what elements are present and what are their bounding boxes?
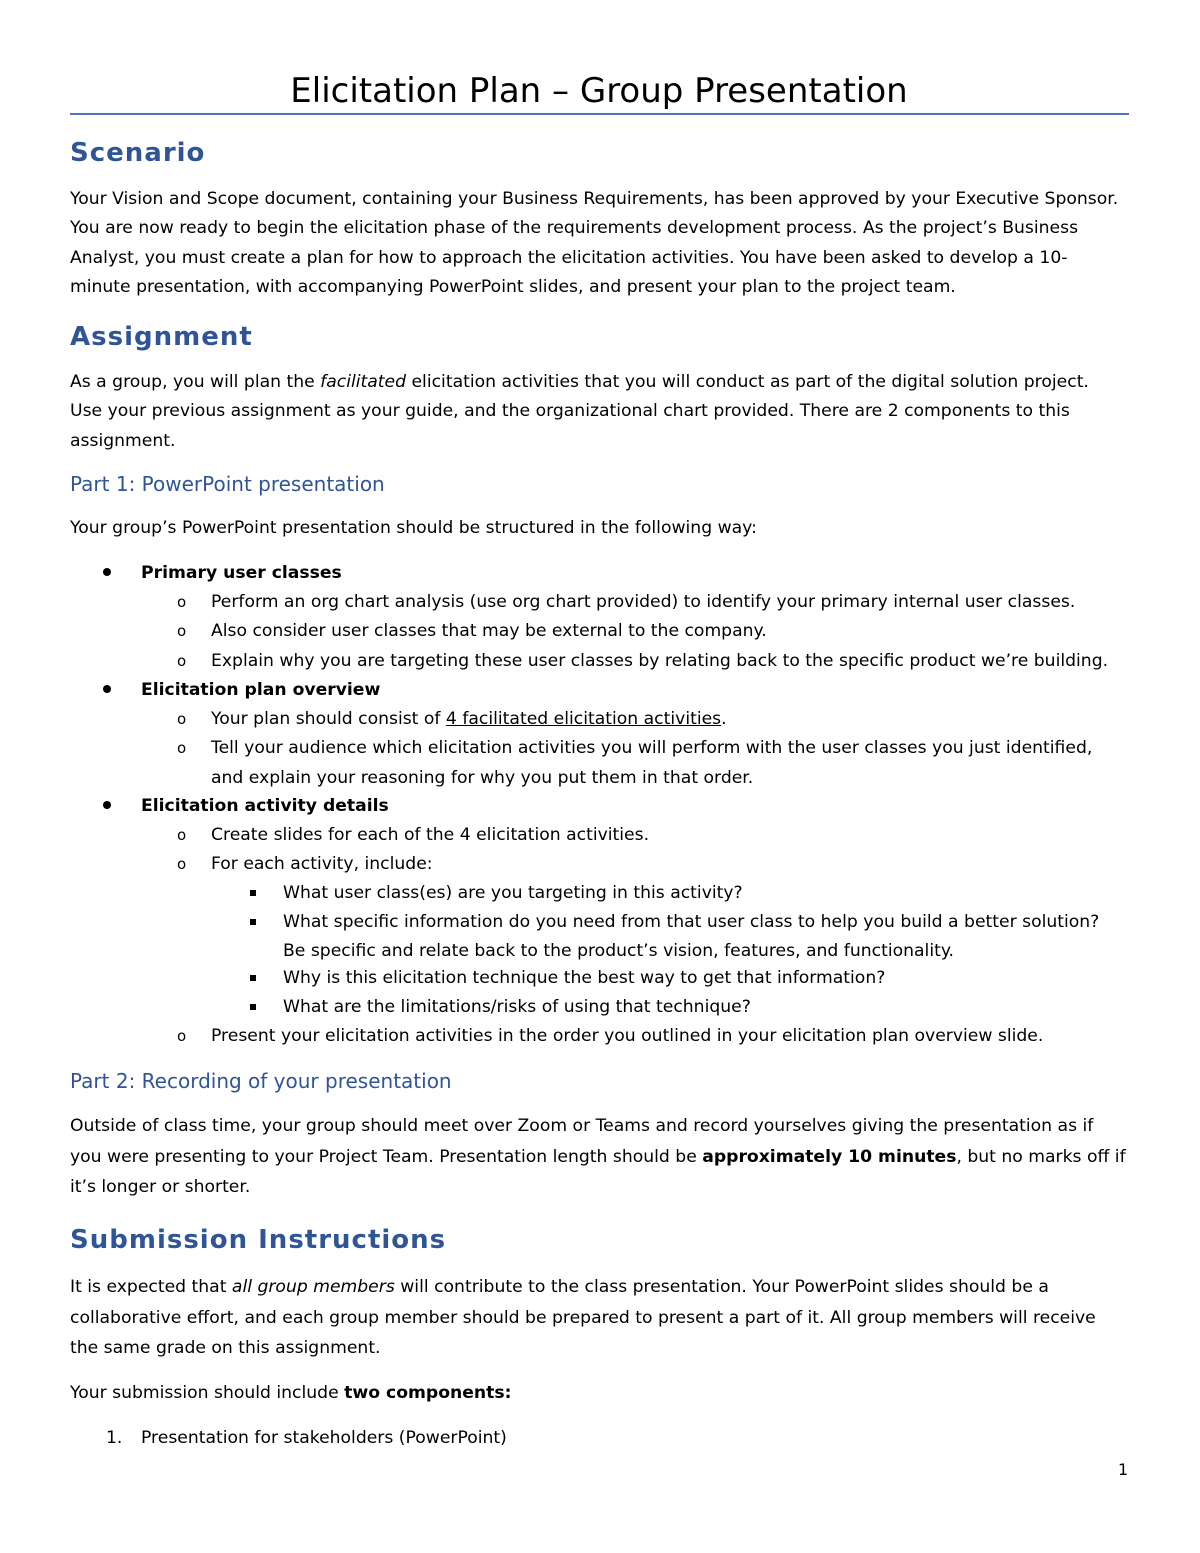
list-number: 1. xyxy=(106,1428,123,1448)
overview-item: Your plan should consist of 4 facilitated elicitation activities. xyxy=(211,709,727,729)
page-number: 1 xyxy=(1118,1460,1129,1479)
scenario-line: You are now ready to begin the elicitation phase of the requirements development process. As the project’s Business xyxy=(70,218,1079,239)
details-item: Create slides for each of the 4 elicitation activities. xyxy=(211,825,650,845)
primary-item: Also consider user classes that may be external to the company. xyxy=(211,621,767,641)
primary-item: Explain why you are targeting these user classes by relating back to the specific product we’re building. xyxy=(211,651,1109,671)
circle-bullet-icon: o xyxy=(177,739,187,757)
part2-paragraph xyxy=(70,1111,1130,1203)
square-bullet-icon xyxy=(250,919,256,925)
bullet-icon xyxy=(103,568,111,576)
details-item: For each activity, include: xyxy=(211,854,433,874)
part2-line: Outside of class time, your group should meet over Zoom or Teams and record yourselves giving the presentation as if xyxy=(70,1116,1094,1136)
overview-item: Tell your audience which elicitation activities you will perform with the user classes you just identified, xyxy=(211,738,1093,758)
details-subitem: What specific information do you need from that user class to help you build a better solution? xyxy=(283,912,1100,932)
scenario-line: Analyst, you must create a plan for how to approach the elicitation activities. You have been asked to develop a 10- xyxy=(70,247,1068,268)
details-subitem: What user class(es) are you targeting in this activity? xyxy=(283,883,743,903)
circle-bullet-icon: o xyxy=(177,855,187,873)
scenario-line: minute presentation, with accompanying PowerPoint slides, and present your plan to the project team. xyxy=(70,277,956,298)
square-bullet-icon xyxy=(250,890,256,896)
submission-line: the same grade on this assignment. xyxy=(70,1338,381,1358)
assignment-heading: Assignment xyxy=(70,322,253,352)
title-rule xyxy=(70,113,1129,115)
scenario-line: Your Vision and Scope document, containing your Business Requirements, has been approved by your Executive Sponsor. xyxy=(70,189,1119,209)
details-subitem: Why is this elicitation technique the best way to get that information? xyxy=(283,968,886,988)
submission-list-item: Presentation for stakeholders (PowerPoint) xyxy=(141,1428,507,1448)
submission-include: Your submission should include two components: xyxy=(70,1383,512,1403)
details-subitem: What are the limitations/risks of using that technique? xyxy=(283,997,751,1017)
submission-heading: Submission Instructions xyxy=(70,1225,447,1255)
primary-user-classes-label: Primary user classes xyxy=(141,563,342,583)
activity-details-label: Elicitation activity details xyxy=(141,796,389,816)
part2-line: you were presenting to your Project Team. Presentation length should be approximately 10 minutes, but no marks off if xyxy=(70,1146,1126,1167)
circle-bullet-icon: o xyxy=(177,710,187,728)
details-subitem-cont: Be specific and relate back to the product’s vision, features, and functionality. xyxy=(283,941,955,961)
details-item: Present your elicitation activities in the order you outlined in your elicitation plan overview slide. xyxy=(211,1026,1044,1046)
submission-line: It is expected that all group members will contribute to the class presentation. Your PowerPoint slides should be a xyxy=(70,1277,1049,1297)
part1-heading: Part 1: PowerPoint presentation xyxy=(70,472,385,496)
part2-line: it’s longer or shorter. xyxy=(70,1177,251,1197)
circle-bullet-icon: o xyxy=(177,593,187,611)
part2-heading: Part 2: Recording of your presentation xyxy=(70,1069,452,1093)
document-title: Elicitation Plan – Group Presentation xyxy=(290,71,908,111)
part1-intro: Your group’s PowerPoint presentation should be structured in the following way: xyxy=(70,518,757,538)
bullet-icon xyxy=(103,801,111,809)
scenario-paragraph xyxy=(70,185,1130,303)
bullet-icon xyxy=(103,685,111,693)
circle-bullet-icon: o xyxy=(177,622,187,640)
submission-paragraph xyxy=(70,1272,1130,1364)
square-bullet-icon xyxy=(250,975,256,981)
assignment-line: Use your previous assignment as your guide, and the organizational chart provided. There are 2 components to this xyxy=(70,401,1070,422)
circle-bullet-icon: o xyxy=(177,652,187,670)
overview-item-cont: and explain your reasoning for why you put them in that order. xyxy=(211,768,754,788)
square-bullet-icon xyxy=(250,1004,256,1010)
assignment-line: As a group, you will plan the facilitated elicitation activities that you will conduct as part of the digital solution project. xyxy=(70,372,1089,392)
scenario-heading: Scenario xyxy=(70,138,206,168)
assignment-paragraph xyxy=(70,368,1130,456)
submission-line: collaborative effort, and each group member should be prepared to present a part of it. All group members will receive xyxy=(70,1307,1096,1328)
circle-bullet-icon: o xyxy=(177,826,187,844)
assignment-line: assignment. xyxy=(70,430,176,451)
plan-overview-label: Elicitation plan overview xyxy=(141,680,381,700)
circle-bullet-icon: o xyxy=(177,1027,187,1045)
primary-item: Perform an org chart analysis (use org chart provided) to identify your primary internal user classes. xyxy=(211,592,1076,612)
